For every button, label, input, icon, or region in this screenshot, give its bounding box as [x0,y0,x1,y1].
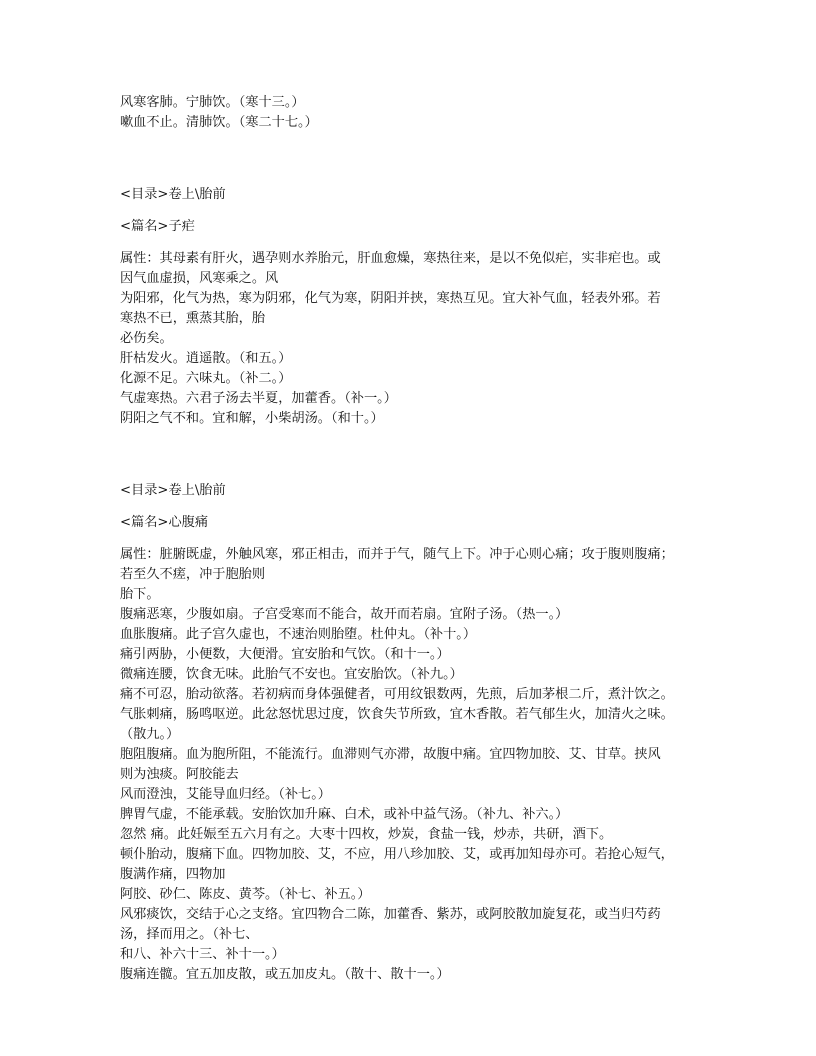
text-line: 属性：其母素有肝火，遇孕则水养胎元，肝血愈燥，寒热往来，是以不免似疟，实非疟也。或 [120,251,661,266]
text-line: 则为浊痰。阿胶能去 [120,767,239,782]
heading-spacer [120,205,710,217]
text-line: 胎下。 [120,587,160,602]
text-line: 微痛连腰，饮食无味。此胎气不安也。宜安胎饮。（补九。） [120,667,463,682]
section-spacer [120,429,710,481]
text-line: 忽然 痛。此妊娠至五六月有之。大枣十四枚，炒炭，食盐一钱，炒赤，共研，酒下。 [120,827,613,842]
text-line: 血胀腹痛。此子宫久虚也，不速治则胎堕。杜仲丸。（补十。） [120,627,477,642]
text-line: 汤，择而用之。（补七、 [120,927,259,942]
section-xin-fu-tong [120,481,710,985]
text-line: 肝枯发火。逍遥散。（和五。） [120,351,292,366]
chapter-title: <篇名>子疟 [120,219,195,234]
text-line: 阴阳之气不和。宜和解，小柴胡汤。（和十。） [120,411,384,426]
heading-spacer [120,501,710,513]
text-line: 顿仆胎动，腹痛下血。四物加胶、艾，不应，用八珍加胶、艾，或再加知母亦可。若抢心短气， [120,847,674,862]
text-line: 嗽血不止。清肺饮。（寒二十七。） [120,115,318,130]
text-line: 和八、补六十三、补十一。） [120,947,285,962]
text-line: 痛引两胁，小便数，大便滑。宜安胎和气饮。（和十一。） [120,647,450,662]
intro-block [120,93,710,133]
text-line: 气虚寒热。六君子汤去半夏，加藿香。（补一。） [120,391,397,406]
text-line: 为阳邪，化气为热，寒为阴邪，化气为寒，阴阳并挟，寒热互见。宜大补气血，轻表外邪。若 [120,291,661,306]
text-line: 必伤矣。 [120,331,173,346]
text-line: 胞阻腹痛。血为胞所阻，不能流行。血滞则气亦滞，故腹中痛。宜四物加胶、艾、甘草。挟风 [120,747,661,762]
text-line: 痛不可忍，胎动欲落。若初病而身体强健者，可用纹银数两，先煎，后加茅根二斤，煮汁饮之。 [120,687,674,702]
text-line: 风而澄浊，艾能导血归经。（补七。） [120,787,331,802]
text-line: （散九。） [120,727,180,742]
text-line: 风邪痰饮，交结于心之支络。宜四物合二陈，加藿香、紫苏，或阿胶散加旋复花，或当归芍药 [120,907,661,922]
section-spacer [120,133,710,185]
text-line: 腹满作痛，四物加 [120,867,226,882]
heading-spacer [120,237,710,249]
text-line: 阿胶、砂仁、陈皮、黄芩。（补七、补五。） [120,887,371,902]
text-line: 因气血虚损，风寒乘之。风 [120,271,279,286]
chapter-title: <篇名>心腹痛 [120,515,209,530]
catalog-heading: <目录>卷上\胎前 [120,187,226,202]
text-line: 若至久不瘥，冲于胞胎则 [120,567,266,582]
document-page [120,93,710,985]
text-line: 风寒客肺。宁肺饮。（寒十三。） [120,95,305,110]
text-line: 气胀刺痛，肠鸣呕逆。此忿怒忧思过度，饮食失节所致，宜木香散。若气郁生火，加清火之味。 [120,707,674,722]
text-line: 寒热不已，熏蒸其胎，胎 [120,311,266,326]
text-line: 化源不足。六味丸。（补二。） [120,371,292,386]
section-zi-nue [120,185,710,429]
text-line: 脾胃气虚，不能承载。安胎饮加升麻、白术，或补中益气汤。（补九、补六。） [120,807,569,822]
text-line: 属性：脏腑既虚，外触风寒，邪正相击，而并于气，随气上下。冲于心则心痛；攻于腹则腹痛； [120,547,674,562]
heading-spacer [120,533,710,545]
text-line: 腹痛连髋。宜五加皮散，或五加皮丸。（散十、散十一。） [120,967,450,982]
catalog-heading: <目录>卷上\胎前 [120,483,226,498]
text-line: 腹痛恶寒，少腹如扇。子宫受寒而不能合，故开而若扇。宜附子汤。（热一。） [120,607,569,622]
